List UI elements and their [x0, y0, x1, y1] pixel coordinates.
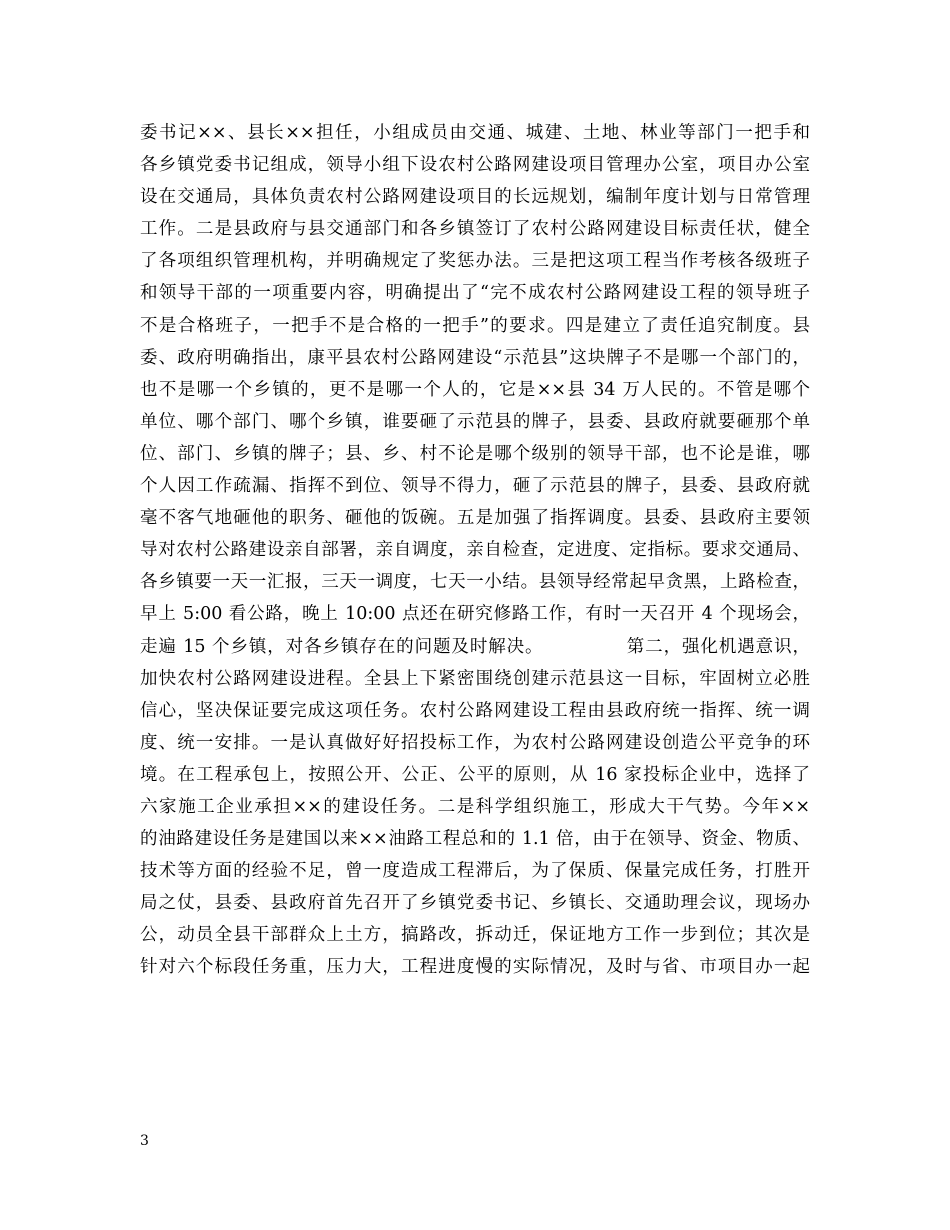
- text-line: 委、政府明确指出，康平县农村公路网建设“示范县”这块牌子不是哪一个部门的，: [140, 347, 810, 368]
- text-line: 针对六个标段任务重，压力大，工程进度慢的实际情况，及时与省、市项目办一起: [140, 957, 810, 978]
- text-line: 也不是哪一个乡镇的，更不是哪一个人的，它是××县 34 万人民的。不管是哪个: [140, 379, 810, 400]
- text-line: 的油路建设任务是建国以来××油路工程总和的 1.1 倍，由于在领导、资金、物质、: [140, 829, 810, 850]
- text-line: 境。在工程承包上，按照公开、公正、公平的原则，从 16 家投标企业中，选择了: [140, 764, 810, 785]
- text-line: 单位、哪个部门、哪个乡镇，谁要砸了示范县的牌子，县委、县政府就要砸那个单: [140, 411, 810, 432]
- text-line: 技术等方面的经验不足，曾一度造成工程滞后，为了保质、保量完成任务，打胜开: [140, 861, 810, 882]
- text-line: 个人因工作疏漏、指挥不到位、领导不得力，砸了示范县的牌子，县委、县政府就: [140, 476, 810, 497]
- text-line: 信心，坚决保证要完成这项任务。农村公路网建设工程由县政府统一指挥、统一调: [140, 700, 810, 721]
- text-line: 工作。二是县政府与县交通部门和各乡镇签订了农村公路网建设目标责任状，健全: [140, 219, 810, 240]
- text-line: 导对农村公路建设亲自部署，亲自调度，亲自检查，定进度、定指标。要求交通局、: [140, 540, 810, 561]
- page-number: 3: [140, 1133, 149, 1149]
- body-text: [140, 117, 810, 984]
- text-line: 加快农村公路网建设进程。全县上下紧密围绕创建示范县这一目标，牢固树立必胜: [140, 668, 810, 689]
- text-line: 了各项组织管理机构，并明确规定了奖惩办法。三是把这项工程当作考核各级班子: [140, 251, 810, 272]
- text-line: 走遍 15 个乡镇，对各乡镇存在的问题及时解决。 第二，强化机遇意识，: [140, 636, 810, 657]
- text-line: 毫不客气地砸他的职务、砸他的饭碗。五是加强了指挥调度。县委、县政府主要领: [140, 508, 810, 529]
- text-line: 位、部门、乡镇的牌子；县、乡、村不论是哪个级别的领导干部，也不论是谁，哪: [140, 443, 810, 464]
- text-line: 各乡镇要一天一汇报，三天一调度，七天一小结。县领导经常起早贪黑，上路检查，: [140, 572, 810, 593]
- text-line: 和领导干部的一项重要内容，明确提出了“完不成农村公路网建设工程的领导班子: [140, 283, 810, 304]
- text-line: 设在交通局，具体负责农村公路网建设项目的长远规划，编制年度计划与日常管理: [140, 187, 810, 208]
- text-line: 不是合格班子，一把手不是合格的一把手”的要求。四是建立了责任追究制度。县: [140, 315, 810, 336]
- text-line: 各乡镇党委书记组成，领导小组下设农村公路网建设项目管理办公室，项目办公室: [140, 155, 810, 176]
- text-line: 早上 5:00 看公路，晚上 10:00 点还在研究修路工作，有时一天召开 4 个现场会，: [140, 604, 810, 625]
- text-line: 度、统一安排。一是认真做好好招投标工作，为农村公路网建设创造公平竞争的环: [140, 732, 810, 753]
- text-line: 局之仗，县委、县政府首先召开了乡镇党委书记、乡镇长、交通助理会议，现场办: [140, 893, 810, 914]
- text-line: 公，动员全县干部群众上土方，搞路改，拆动迁，保证地方工作一步到位；其次是: [140, 925, 810, 946]
- text-line: 六家施工企业承担××的建设任务。二是科学组织施工，形成大干气势。今年××: [140, 796, 810, 817]
- text-line: 委书记××、县长××担任，小组成员由交通、城建、土地、林业等部门一把手和: [140, 123, 810, 143]
